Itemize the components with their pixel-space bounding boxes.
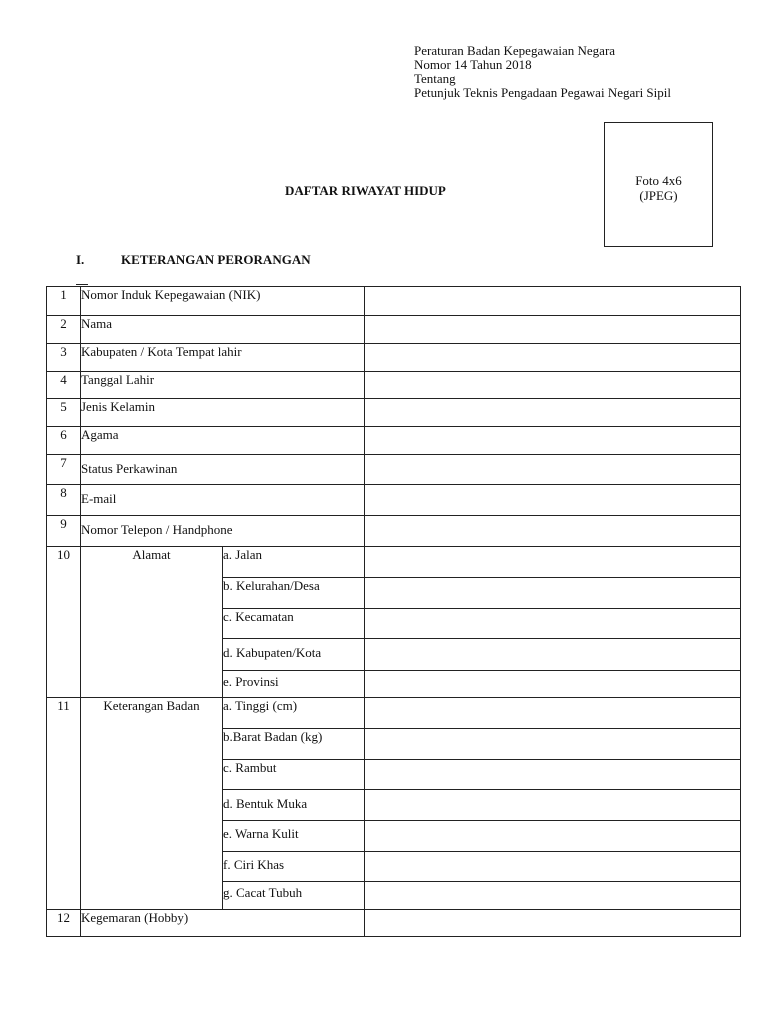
reference-line: Peraturan Badan Kepegawaian Negara bbox=[414, 43, 616, 58]
hair-value-field[interactable] bbox=[365, 760, 741, 790]
photo-placeholder[interactable] bbox=[604, 122, 713, 247]
sub-label: d. Bentuk Muka bbox=[223, 790, 365, 821]
group-label-body: Keterangan Badan bbox=[81, 698, 223, 910]
phone-value-field[interactable] bbox=[365, 516, 741, 547]
distinct-feature-value-field[interactable] bbox=[365, 852, 741, 882]
row-label: E-mail bbox=[81, 485, 365, 516]
row-label: Nama bbox=[81, 316, 365, 344]
row-number: 2 bbox=[47, 316, 81, 344]
disability-value-field[interactable] bbox=[365, 882, 741, 910]
email-value-field[interactable] bbox=[365, 485, 741, 516]
row-label: Kabupaten / Kota Tempat lahir bbox=[81, 344, 365, 372]
face-shape-value-field[interactable] bbox=[365, 790, 741, 821]
photo-size-label: Foto 4x6 bbox=[635, 173, 682, 188]
table-row bbox=[47, 547, 741, 578]
sub-label: a. Jalan bbox=[223, 547, 365, 578]
row-label: Nomor Telepon / Handphone bbox=[81, 516, 365, 547]
row-number: 12 bbox=[47, 910, 81, 937]
religion-value-field[interactable] bbox=[365, 427, 741, 455]
row-label: Jenis Kelamin bbox=[81, 399, 365, 427]
hobby-value-field[interactable] bbox=[365, 910, 741, 937]
table-row bbox=[47, 516, 741, 547]
section-underline bbox=[76, 284, 88, 285]
table-row bbox=[47, 316, 741, 344]
weight-value-field[interactable] bbox=[365, 729, 741, 760]
name-value-field[interactable] bbox=[365, 316, 741, 344]
row-number: 10 bbox=[47, 547, 81, 698]
regulation-reference bbox=[414, 44, 671, 100]
table-row bbox=[47, 455, 741, 485]
row-number: 6 bbox=[47, 427, 81, 455]
marital-status-value-field[interactable] bbox=[365, 455, 741, 485]
row-label: Tanggal Lahir bbox=[81, 372, 365, 399]
sub-label: b. Kelurahan/Desa bbox=[223, 578, 365, 609]
sub-label: g. Cacat Tubuh bbox=[223, 882, 365, 910]
section-number: I. bbox=[76, 252, 85, 267]
sub-label: e. Warna Kulit bbox=[223, 821, 365, 852]
row-label: Agama bbox=[81, 427, 365, 455]
row-number: 7 bbox=[47, 455, 81, 485]
row-number: 5 bbox=[47, 399, 81, 427]
row-number: 3 bbox=[47, 344, 81, 372]
birthdate-value-field[interactable] bbox=[365, 372, 741, 399]
reference-line: Tentang bbox=[414, 71, 456, 86]
sub-label: c. Rambut bbox=[223, 760, 365, 790]
table-row bbox=[47, 910, 741, 937]
document-title: DAFTAR RIWAYAT HIDUP bbox=[285, 183, 446, 198]
sub-label: e. Provinsi bbox=[223, 671, 365, 698]
height-value-field[interactable] bbox=[365, 698, 741, 729]
row-number: 8 bbox=[47, 485, 81, 516]
section-title: KETERANGAN PERORANGAN bbox=[121, 252, 311, 267]
province-value-field[interactable] bbox=[365, 671, 741, 698]
skin-color-value-field[interactable] bbox=[365, 821, 741, 852]
row-number: 9 bbox=[47, 516, 81, 547]
row-label: Kegemaran (Hobby) bbox=[81, 910, 365, 937]
photo-format-label: (JPEG) bbox=[639, 188, 678, 203]
table-row bbox=[47, 698, 741, 729]
table-row bbox=[47, 287, 741, 316]
gender-value-field[interactable] bbox=[365, 399, 741, 427]
sub-label: c. Kecamatan bbox=[223, 609, 365, 639]
table-row bbox=[47, 372, 741, 399]
row-label: Nomor Induk Kepegawaian (NIK) bbox=[81, 287, 365, 316]
district-value-field[interactable] bbox=[365, 609, 741, 639]
row-number: 1 bbox=[47, 287, 81, 316]
reference-line: Nomor 14 Tahun 2018 bbox=[414, 57, 532, 72]
row-number: 4 bbox=[47, 372, 81, 399]
sub-label: b.Barat Badan (kg) bbox=[223, 729, 365, 760]
personal-info-table bbox=[46, 286, 741, 937]
sub-label: a. Tinggi (cm) bbox=[223, 698, 365, 729]
row-number: 11 bbox=[47, 698, 81, 910]
table-row bbox=[47, 427, 741, 455]
reference-line: Petunjuk Teknis Pengadaan Pegawai Negari Sipil bbox=[414, 85, 671, 100]
village-value-field[interactable] bbox=[365, 578, 741, 609]
table-row bbox=[47, 344, 741, 372]
sub-label: f. Ciri Khas bbox=[223, 852, 365, 882]
table-row bbox=[47, 485, 741, 516]
regency-value-field[interactable] bbox=[365, 639, 741, 671]
group-label-address: Alamat bbox=[81, 547, 223, 698]
row-label: Status Perkawinan bbox=[81, 455, 365, 485]
street-value-field[interactable] bbox=[365, 547, 741, 578]
nik-value-field[interactable] bbox=[365, 287, 741, 316]
birthplace-value-field[interactable] bbox=[365, 344, 741, 372]
sub-label: d. Kabupaten/Kota bbox=[223, 639, 365, 671]
table-row bbox=[47, 399, 741, 427]
